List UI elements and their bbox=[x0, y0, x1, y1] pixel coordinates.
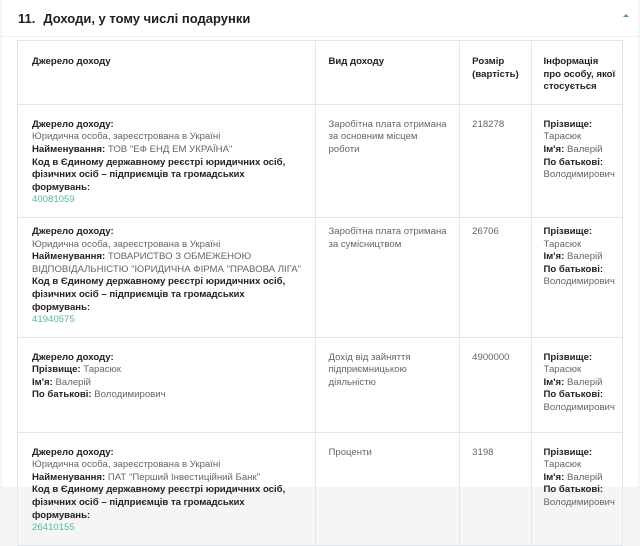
table-row bbox=[18, 217, 623, 337]
table-header-row bbox=[18, 41, 623, 105]
amount-cell: 4900000 bbox=[460, 337, 531, 432]
registry-code: 26410155 bbox=[32, 522, 75, 534]
col-source: Джерело доходу bbox=[18, 41, 316, 105]
kind-cell: Проценти bbox=[316, 432, 460, 545]
source-cell: Джерело доходу: Юридична особа, зареєстрована в Україні Найменування: ПАТ "Перший Інвестиційний Банк" Код в Єдиному державному реєстрі юридичних осіб, фізичних осіб – підприємців та громадських формувань: 26410155 bbox=[18, 432, 316, 545]
person-cell: Прізвище: Тарасюк Ім'я: Валерій По батькові: Володимирович bbox=[531, 432, 622, 545]
amount-cell: 26706 bbox=[460, 217, 531, 337]
income-table bbox=[17, 40, 623, 546]
table-row bbox=[18, 337, 623, 432]
income-section bbox=[2, 0, 638, 534]
table-row bbox=[18, 432, 623, 545]
col-person: Інформація про особу, якої стосується bbox=[531, 41, 622, 105]
table-row bbox=[18, 104, 623, 217]
amount-cell: 218278 bbox=[460, 104, 531, 217]
kind-cell: Заробітна плата отримана за основним місцем роботи bbox=[316, 104, 460, 217]
person-cell: Прізвище: Тарасюк Ім'я: Валерій По батькові: Володимирович bbox=[531, 217, 622, 337]
person-cell: Прізвище: Тарасюк Ім'я: Валерій По батькові: Володимирович bbox=[531, 104, 622, 217]
col-kind: Вид доходу bbox=[316, 41, 460, 105]
section-title: 11. Доходи, у тому числі подарунки bbox=[18, 10, 251, 26]
chevron-up-icon[interactable] bbox=[623, 14, 629, 17]
registry-code: 40081059 bbox=[32, 194, 75, 206]
source-cell: Джерело доходу: Юридична особа, зареєстрована в Україні Найменування: ТОВ "ЕФ ЕНД ЕМ УКРАЇНА" Код в Єдиному державному реєстрі юридичних осіб, фізичних осіб – підприємців та громадських формувань: 40081059 bbox=[18, 104, 316, 217]
source-cell: Джерело доходу: Юридична особа, зареєстрована в Україні Найменування: ТОВАРИСТВО З ОБМЕЖЕНОЮ ВІДПОВІДАЛЬНІСТЮ "ЮРИДИЧНА ФІРМА "ПРАВОВА ЛІГА" Код в Єдиному державному реєстрі юридичних осіб, фізичних осіб – підприємців та громадських формувань: 41940575 bbox=[18, 217, 316, 337]
kind-cell: Заробітна плата отримана за сумісництвом bbox=[316, 217, 460, 337]
kind-cell: Дохід від зайняття підприємницькою діяльністю bbox=[316, 337, 460, 432]
section-header[interactable] bbox=[2, 0, 638, 37]
registry-code: 41940575 bbox=[32, 314, 75, 326]
source-cell: Джерело доходу: Прізвище: Тарасюк Ім'я: Валерій По батькові: Володимирович bbox=[18, 337, 316, 432]
col-amount: Розмір (вартість) bbox=[460, 41, 531, 105]
person-cell: Прізвище: Тарасюк Ім'я: Валерій По батькові: Володимирович bbox=[531, 337, 622, 432]
amount-cell: 3198 bbox=[460, 432, 531, 545]
